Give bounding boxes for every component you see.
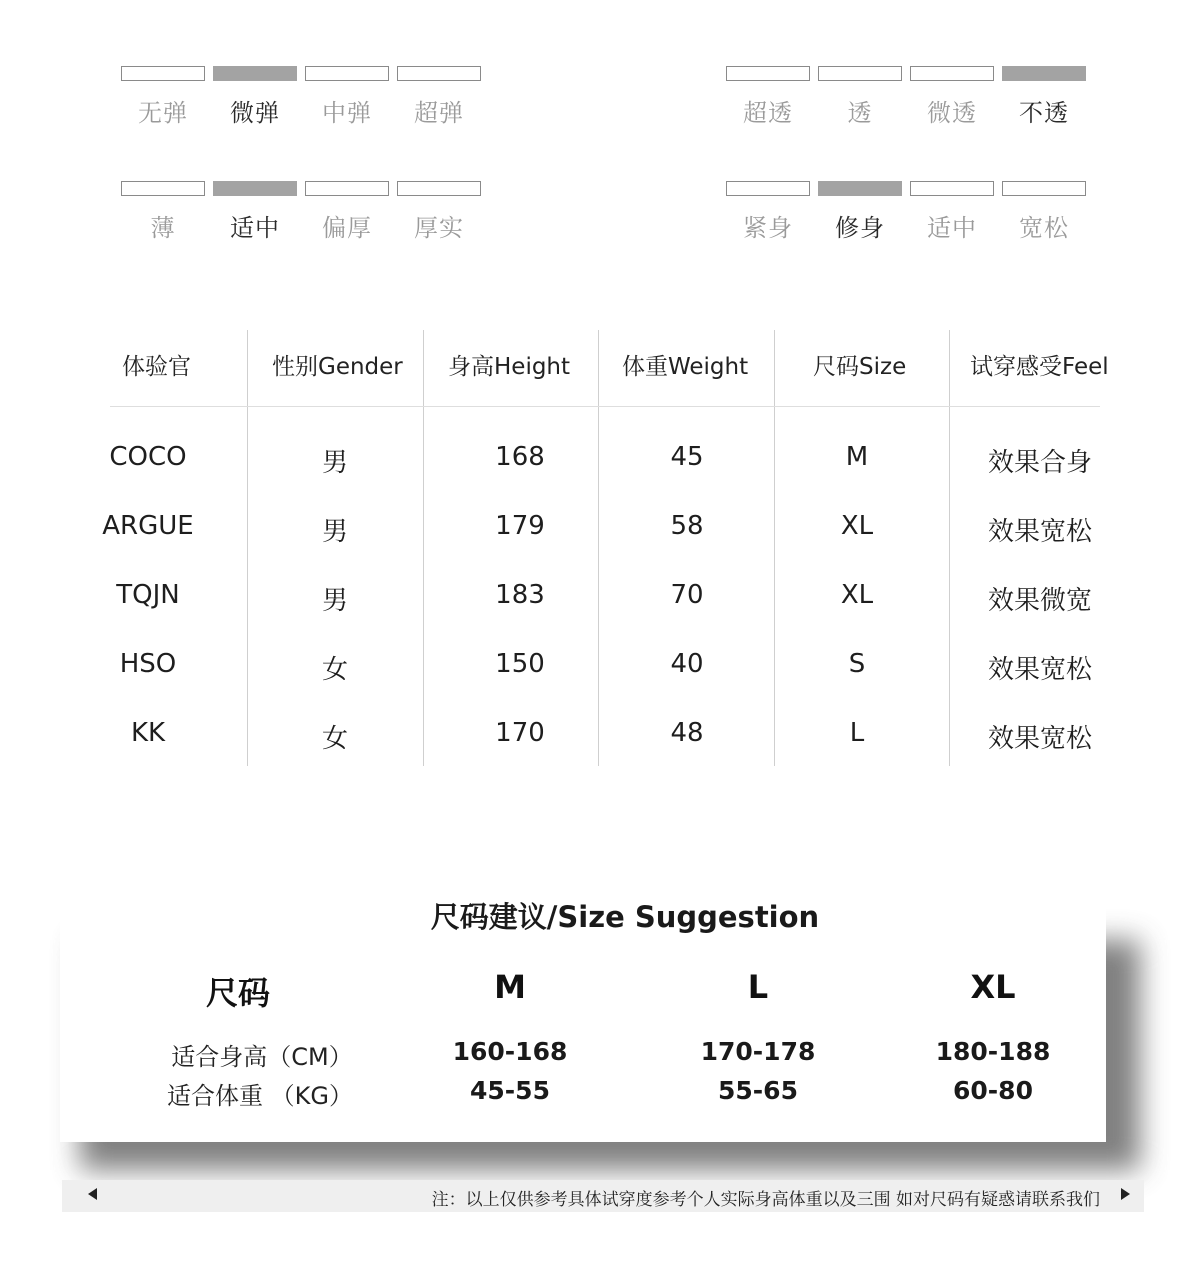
scale-label: 无弹 [138, 99, 188, 127]
tester-table [102, 330, 1109, 766]
scale-label: 超透 [743, 99, 793, 127]
header-height: 身高Height [448, 354, 571, 380]
header-feel: 试穿感受Feel [970, 354, 1109, 380]
height-row-label: 适合身高（CM） [171, 1043, 353, 1071]
cell-size: M [845, 442, 869, 472]
scale-label: 不透 [1019, 99, 1069, 127]
cell-feel: 效果合身 [987, 448, 1093, 478]
cell-feel: 效果微宽 [987, 586, 1093, 616]
scale-label: 超弹 [414, 99, 464, 127]
header-size: 尺码Size [813, 354, 907, 380]
cell-gender: 男 [321, 448, 349, 478]
column-divider [598, 330, 599, 766]
scale-labels [726, 208, 1088, 243]
cell-weight: 40 [670, 649, 704, 679]
cell-tester: HSO [119, 649, 177, 679]
header-tester: 体验官 [122, 354, 191, 380]
scale-bar [910, 66, 994, 81]
scale-label: 修身 [835, 214, 885, 242]
column-divider [247, 330, 248, 766]
scale-bar-selected [213, 66, 297, 81]
scale-bar-selected [818, 181, 902, 196]
note-text: 注：以上仅供参考具体试穿度参考个人实际身高体重以及三围 如对尺码有疑惑请联系我们 [431, 1190, 1100, 1210]
cell-gender: 女 [321, 655, 349, 685]
scale-bar [910, 181, 994, 196]
scale-label: 厚实 [414, 214, 464, 242]
size-column-label: 尺码 [205, 974, 271, 1012]
cell-height: 168 [495, 442, 545, 472]
cell-gender: 男 [321, 517, 349, 547]
scale-bar [121, 66, 205, 81]
header-weight: 体重Weight [622, 354, 749, 380]
cell-height: 183 [495, 580, 545, 610]
header-gender: 性别Gender [272, 354, 403, 380]
height-m: 160-168 [452, 1037, 568, 1066]
cell-gender: 男 [321, 586, 349, 616]
scale-label: 透 [847, 99, 873, 127]
size-xl: XL [970, 968, 1016, 1006]
scale-bar [818, 66, 902, 81]
scale-label: 薄 [150, 214, 176, 242]
header-divider [110, 406, 1100, 407]
column-divider [949, 330, 950, 766]
scale-bar [305, 181, 389, 196]
scale-bar [1002, 181, 1086, 196]
size-m: M [494, 968, 526, 1006]
scale-label: 微透 [927, 99, 977, 127]
scale-bars [726, 181, 1088, 196]
thickness-scale [121, 181, 483, 243]
weight-l: 55-65 [718, 1076, 798, 1105]
scale-label: 宽松 [1019, 214, 1069, 242]
scale-bar [397, 66, 481, 81]
weight-m: 45-55 [470, 1076, 550, 1105]
scale-bar [397, 181, 481, 196]
scale-labels [121, 93, 483, 128]
scale-bars [121, 181, 483, 196]
scale-bar [305, 66, 389, 81]
cell-size: XL [840, 580, 874, 610]
scale-bar [726, 66, 810, 81]
cell-size: L [849, 718, 865, 748]
note-bar [62, 1180, 1144, 1212]
cell-tester: ARGUE [102, 511, 194, 541]
column-divider [774, 330, 775, 766]
arrow-left-icon [88, 1188, 97, 1200]
scale-bar [121, 181, 205, 196]
weight-xl: 60-80 [953, 1076, 1033, 1105]
cell-height: 179 [495, 511, 545, 541]
scale-label: 微弹 [230, 99, 280, 127]
cell-gender: 女 [321, 724, 349, 754]
cell-tester: COCO [109, 442, 187, 472]
cell-height: 150 [495, 649, 545, 679]
cell-height: 170 [495, 718, 545, 748]
cell-feel: 效果宽松 [987, 655, 1093, 685]
cell-size: XL [840, 511, 874, 541]
scale-bar [726, 181, 810, 196]
scale-label: 偏厚 [322, 214, 372, 242]
cell-tester: TQJN [116, 580, 180, 610]
weight-row-label: 适合体重 （KG） [167, 1082, 353, 1110]
scale-label: 适中 [230, 214, 280, 242]
column-divider [423, 330, 424, 766]
transparency-scale [726, 66, 1088, 128]
cell-feel: 效果宽松 [987, 517, 1093, 547]
elasticity-scale [121, 66, 483, 128]
scale-label: 紧身 [743, 214, 793, 242]
cell-weight: 58 [670, 511, 704, 541]
scale-labels [726, 93, 1088, 128]
arrow-right-icon [1121, 1188, 1130, 1200]
cell-tester: KK [130, 718, 166, 748]
size-l: L [747, 968, 769, 1006]
height-l: 170-178 [700, 1037, 816, 1066]
cell-weight: 45 [670, 442, 704, 472]
scale-labels [121, 208, 483, 243]
scale-bar-selected [1002, 66, 1086, 81]
scale-bar-selected [213, 181, 297, 196]
cell-weight: 70 [670, 580, 704, 610]
height-xl: 180-188 [935, 1037, 1051, 1066]
size-suggestion-title: 尺码建议/Size Suggestion [430, 900, 820, 934]
fit-scale [726, 181, 1088, 243]
cell-size: S [848, 649, 866, 679]
cell-feel: 效果宽松 [987, 724, 1093, 754]
scale-bars [121, 66, 483, 81]
scale-bars [726, 66, 1088, 81]
scale-label: 中弹 [322, 99, 372, 127]
scale-label: 适中 [927, 214, 977, 242]
cell-weight: 48 [670, 718, 704, 748]
